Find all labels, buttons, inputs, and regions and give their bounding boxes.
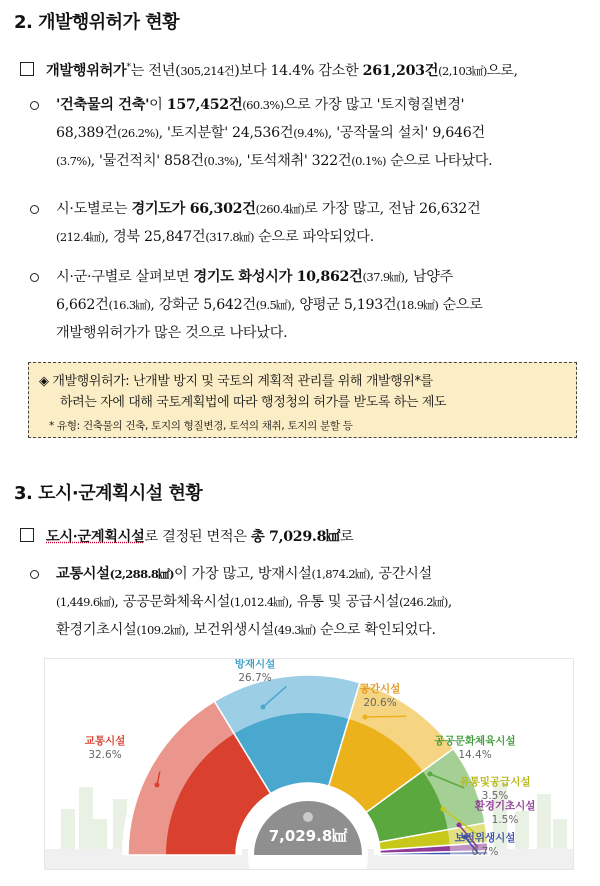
text-segment: 환경기초시설 [56,622,137,638]
value-label-1: 26.7% [238,672,272,684]
skyline-building [537,794,551,849]
summary-total: 총 7,029.8㎢ [250,529,341,545]
square-bullet-icon [20,528,34,542]
bullet-line [56,591,452,611]
text-segment: (212.4㎢) [56,230,105,244]
text-segment: 이 가장 많고, 방재시설 [174,566,312,582]
text-segment: (26.2%) [117,126,159,140]
prev-total: 305,214건 [180,64,235,78]
bullet-line [56,322,287,342]
note-footnote: * 유형: 건축물의 건축, 토지의 형질변경, 토석의 채취, 토지의 분할 등 [49,420,353,432]
footnote-star: * [126,62,131,73]
text-segment: , [447,594,452,610]
text-segment: (49.3㎢) [273,623,316,637]
text-segment: 시·도별로는 [56,201,132,217]
bullet-line [56,563,432,583]
text-segment: , 강화군 5,642건 [150,297,256,313]
text-segment: (109.2㎢) [136,623,186,637]
text-segment: (9.4%) [293,126,328,140]
note-line-2: 하려는 자에 대해 국토계획법에 따라 행정청의 허가를 받도록 하는 제도 [60,395,447,410]
bullet-line [56,150,492,170]
leader-dot-2 [363,715,368,720]
value-label-0: 32.6% [88,749,122,761]
note-line-1 [39,370,433,389]
category-label-5: 환경기초시설 [474,800,536,812]
value-label-6: 0.7% [471,846,499,858]
note-text: 개발행위허가: 난개발 방지 및 국토의 계획적 관리를 위해 개발행위*를 [52,374,433,389]
text-segment: (317.8㎢) [205,230,254,244]
category-label-4: 유통및공급시설 [459,776,531,788]
skyline-building [61,809,75,849]
text-segment: (60.3%) [242,98,284,112]
summary-text: 로 [340,529,354,545]
text-segment: (246.2㎢) [399,595,448,609]
center-dot-icon [303,812,313,822]
text-segment: (2,288.8㎢) [109,567,175,581]
circle-bullet-icon [30,570,39,579]
text-segment: (0.3%) [203,154,239,168]
text-segment: , 남양주 [404,269,454,285]
circle-bullet-icon [30,101,39,110]
text-segment: 6,662건 [56,297,109,313]
text-segment: 개발행위허가가 많은 것으로 나타났다. [56,325,288,341]
bullet-line [56,122,485,142]
skyline-building [79,787,93,849]
summary-text: 로 결정된 면적은 [144,529,251,545]
text-segment: (1,012.4㎢) [230,595,289,609]
facility-area-chart [44,658,574,870]
summary-text: )보다 14.4% 감소한 [234,63,363,79]
text-segment: 순으로 확인되었다. [315,622,436,638]
definition-note-box [28,362,577,438]
section2-heading: 2. 개발행위허가 현황 [14,12,179,33]
text-segment: 경기도 화성시가 10,862건 [193,269,363,285]
summary-subject: 개발행위허가 [46,63,127,79]
text-segment: , 양평군 5,193건 [290,297,397,313]
text-segment: 으로 가장 많고 '토지형질변경' [283,97,465,113]
center-total-label: 7,029.8㎢ [268,827,348,845]
leader-dot-1 [261,705,266,710]
bullet-line [56,94,464,114]
diamond-marker-icon: ◈ [39,374,49,389]
section3-heading: 3. 도시·군계획시설 현황 [14,483,203,504]
text-segment: , '공작물의 설치' 9,646건 [327,125,485,141]
bullet-line [56,266,453,286]
category-label-6: 보건위생시설 [454,832,516,844]
leader-dot-0 [155,783,160,788]
category-label-2: 공간시설 [359,683,401,695]
text-segment: 시·군·구별로 살펴보면 [56,269,194,285]
text-segment: , 공공문화체육시설 [114,594,231,610]
text-segment: , 공간시설 [369,566,432,582]
text-segment: 순으로 [438,297,483,313]
value-label-4: 3.5% [481,790,509,802]
bullet-line [56,226,374,246]
text-segment: (18.9㎢) [396,298,439,312]
circle-bullet-icon [30,205,39,214]
leader-line-2 [365,716,406,717]
bullet-line [56,619,436,639]
category-label-0: 교통시설 [84,735,126,747]
text-segment: , '토지분할' 24,536건 [158,125,294,141]
category-label-1: 방재시설 [234,659,276,670]
value-label-2: 20.6% [363,697,397,709]
text-segment: 이 [149,97,167,113]
summary-text: 는 전년( [130,63,181,79]
text-segment: (1,874.2㎢) [311,567,370,581]
text-segment: '건축물의 건축' [56,97,150,113]
text-segment: , 유통 및 공급시설 [288,594,400,610]
text-segment: , '토석채취' 322건 [238,153,352,169]
text-segment: 교통시설 [56,566,110,582]
text-segment: (37.9㎢) [362,270,405,284]
text-segment: (1,449.6㎢) [56,595,115,609]
skyline-building [93,819,107,849]
category-label-3: 공공문화체육시설 [434,735,516,747]
text-segment: (260.4㎢) [255,202,305,216]
skyline-building [553,819,567,849]
value-label-3: 14.4% [458,749,492,761]
semicircle-donut-chart [45,659,574,870]
text-segment: 68,389건 [56,125,118,141]
leader-dot-4 [441,807,446,812]
text-segment: (16.3㎢) [108,298,151,312]
text-segment: 순으로 파악되었다. [253,229,374,245]
value-label-5: 1.5% [491,814,519,826]
text-segment: 로 가장 많고, 전남 26,632건 [304,201,481,217]
text-segment: 순으로 나타났다. [385,153,493,169]
square-bullet-icon [20,62,34,76]
summary-subject: 도시·군계획시설 [46,529,145,545]
circle-bullet-icon [30,273,39,282]
text-segment: , 경북 25,847건 [104,229,206,245]
text-segment: 경기도가 66,302건 [131,201,256,217]
bullet-line [56,198,480,218]
summary-total: 261,203건 [362,63,439,79]
bullet-line [56,294,483,314]
text-segment: (0.1%) [351,154,386,168]
leader-dot-5 [457,823,462,828]
text-segment: , '물건적치' 858건 [90,153,204,169]
total-area: (2,103㎢) [438,64,487,78]
leader-dot-3 [428,772,433,777]
text-segment: (3.7%) [56,154,91,168]
summary-text: 으로, [486,63,518,79]
text-segment: 157,452건 [166,97,243,113]
text-segment: , 보건위생시설 [185,622,274,638]
text-segment: (9.5㎢) [255,298,291,312]
